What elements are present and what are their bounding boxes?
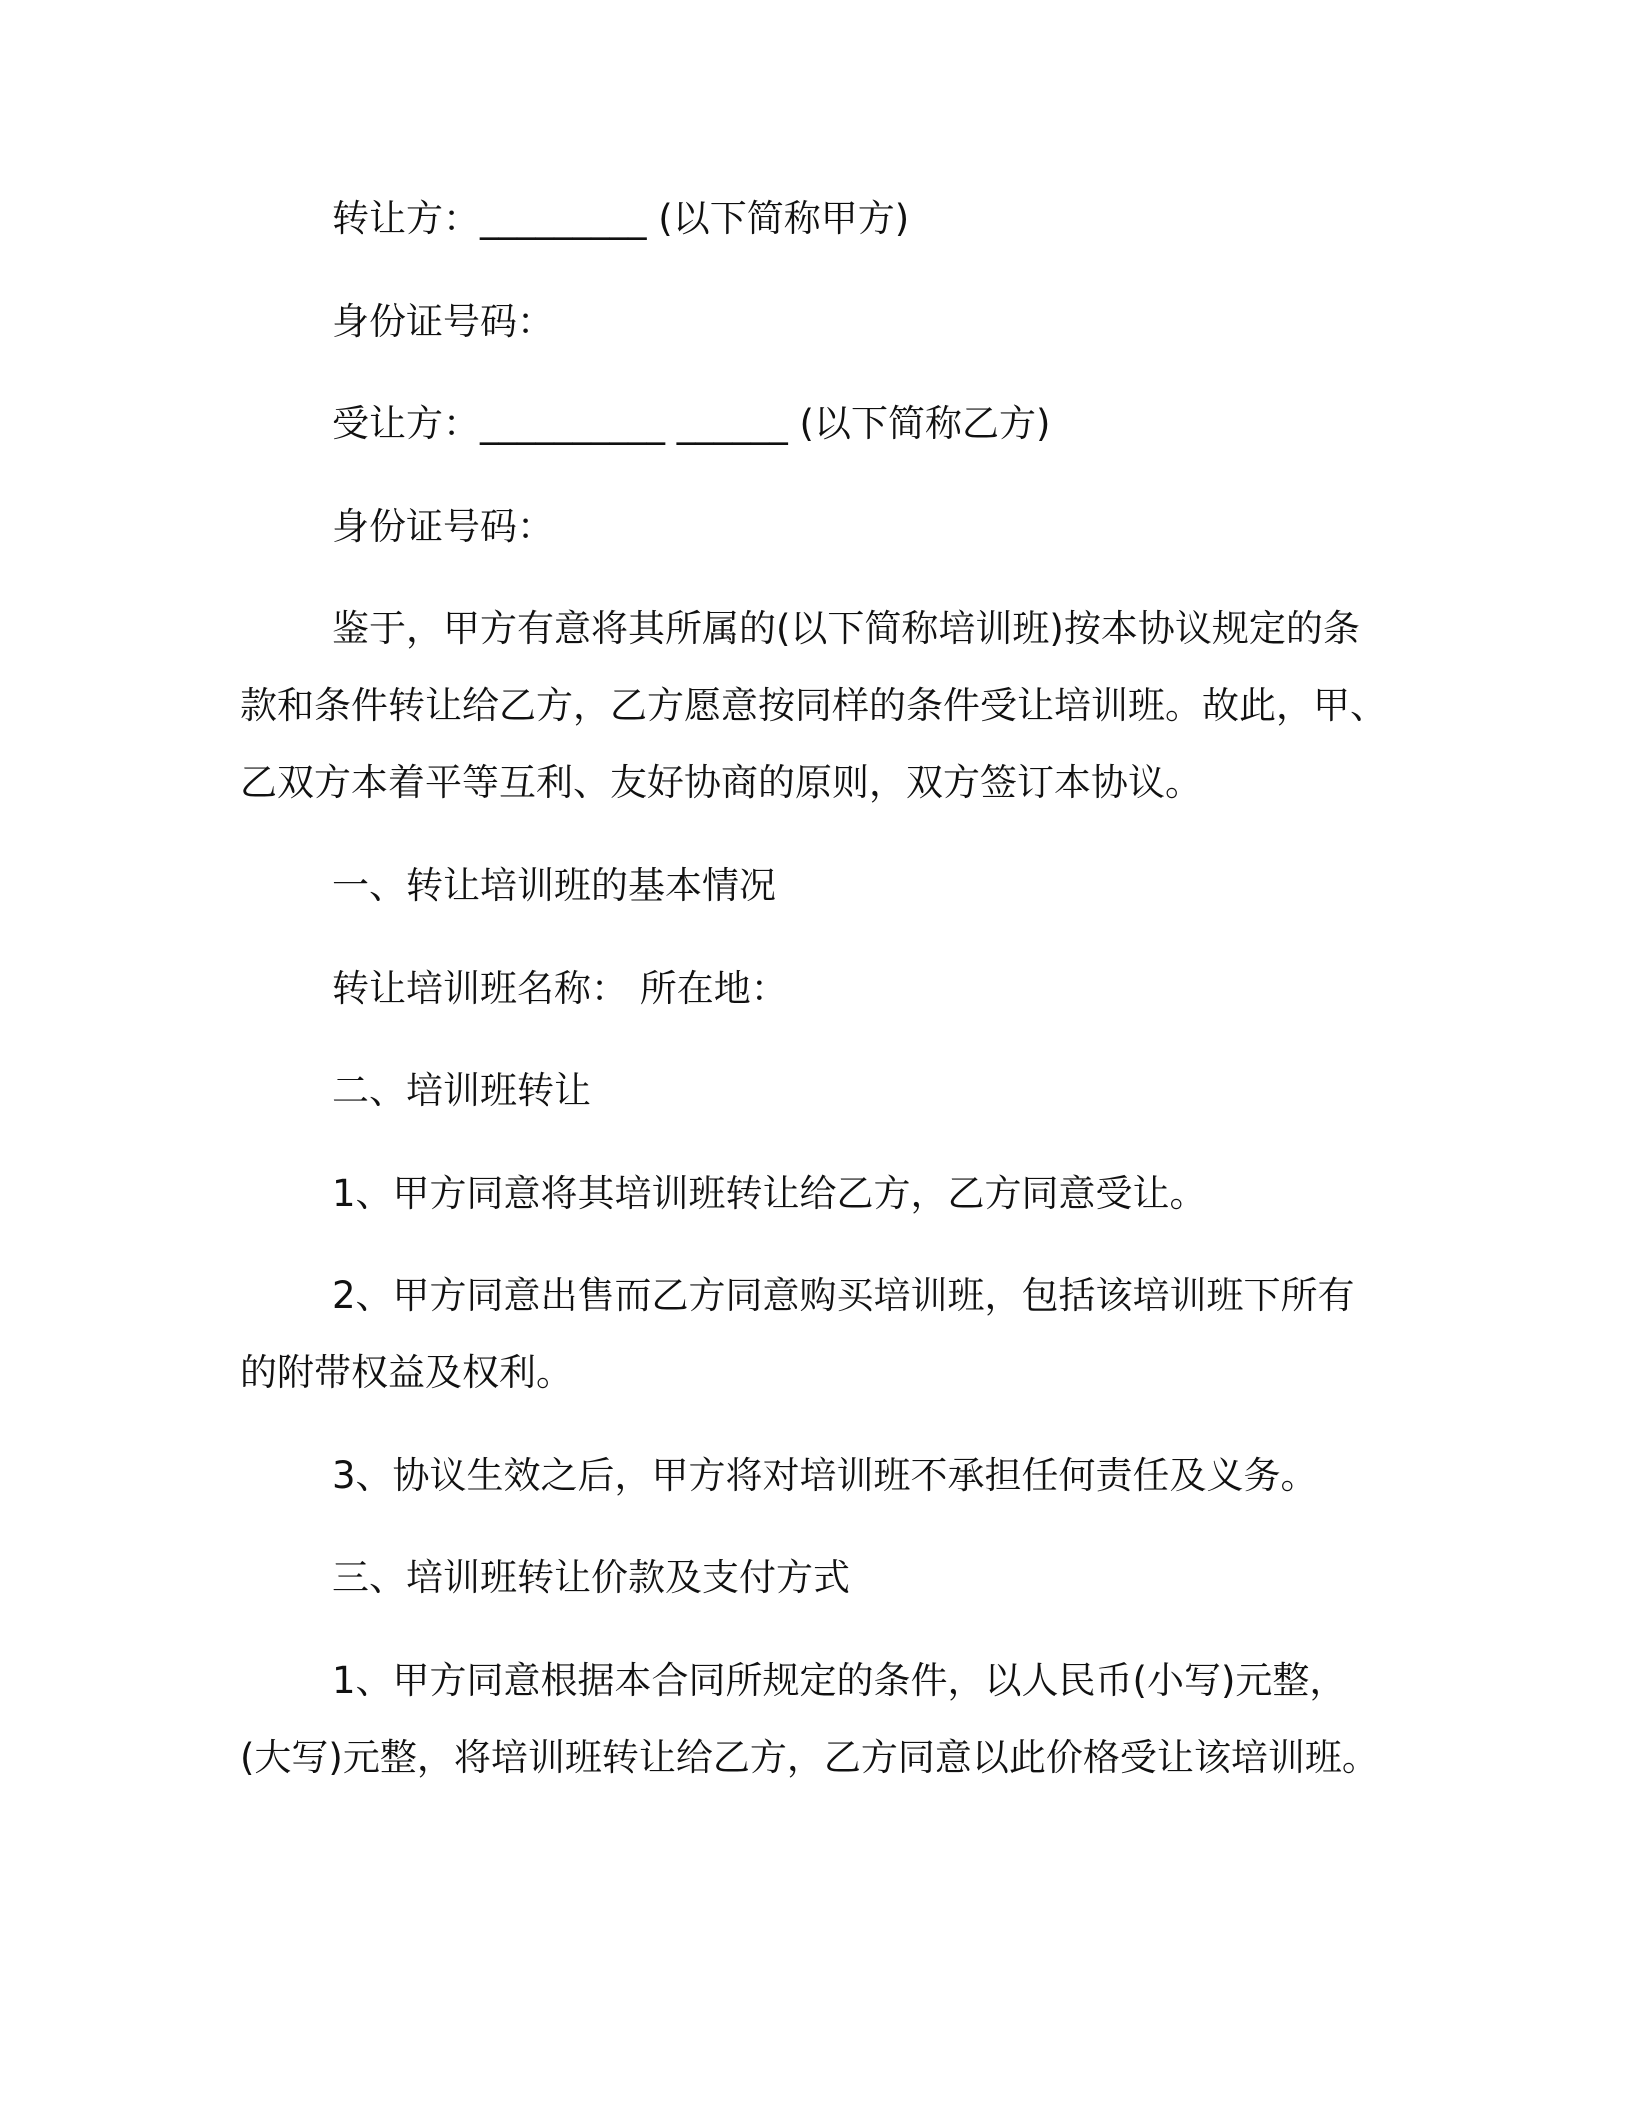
transferee-line: 受让方：__________ ______ (以下简称乙方): [332, 402, 1051, 445]
transferor-line: 转让方：_________ (以下简称甲方): [332, 197, 910, 240]
section-3-item-1-line-2: (大写)元整，将培训班转让给乙方，乙方同意以此价格受让该培训班。: [240, 1736, 1379, 1779]
preamble-line-3: 乙双方本着平等互利、友好协商的原则，双方签订本协议。: [240, 761, 1202, 804]
section-2-heading: 二、培训班转让: [332, 1069, 591, 1112]
section-2-item-1: 1、甲方同意将其培训班转让给乙方，乙方同意受让。: [332, 1172, 1207, 1215]
section-1-name-location: 转让培训班名称： 所在地：: [332, 967, 788, 1010]
section-2-item-2-line-2: 的附带权益及权利。: [240, 1351, 573, 1394]
section-2-item-2-line-1: 2、甲方同意出售而乙方同意购买培训班，包括该培训班下所有: [332, 1274, 1355, 1317]
preamble-line-2: 款和条件转让给乙方，乙方愿意按同样的条件受让培训班。故此，甲、: [240, 684, 1387, 727]
section-2-item-3: 3、协议生效之后，甲方将对培训班不承担任何责任及义务。: [332, 1454, 1318, 1497]
section-3-item-1-line-1: 1、甲方同意根据本合同所规定的条件，以人民币(小写)元整，: [332, 1659, 1347, 1702]
transferor-id-line: 身份证号码：: [332, 300, 554, 343]
preamble-line-1: 鉴于，甲方有意将其所属的(以下简称培训班)按本协议规定的条: [332, 607, 1360, 650]
section-1-heading: 一、转让培训班的基本情况: [332, 864, 776, 907]
transferee-id-line: 身份证号码：: [332, 505, 554, 548]
section-3-heading: 三、培训班转让价款及支付方式: [332, 1556, 850, 1599]
